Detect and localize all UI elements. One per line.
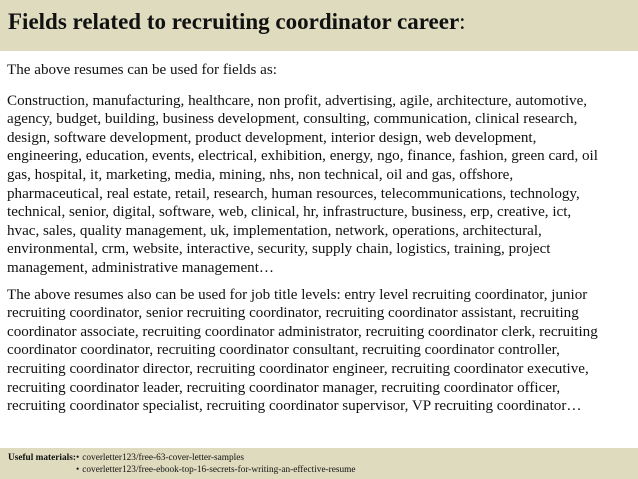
fields-line: pharmaceutical, real estate, retail, research, human resources, telecommunications, technology, <box>7 185 580 202</box>
fields-line: hvac, sales, quality management, uk, implementation, network, operations, architectural, <box>7 222 542 239</box>
footer-indent <box>8 464 76 476</box>
job-levels-line: coordinator coordinator, recruiting coordinator consultant, recruiting coordinator controller, <box>7 342 560 359</box>
intro-text: The above resumes can be used for fields as: <box>7 62 277 78</box>
job-levels-line: coordinator associate, recruiting coordinator administrator, recruiting coordinator clerk, recruiting <box>7 323 598 340</box>
bullet-icon: • <box>76 465 80 475</box>
fields-paragraph <box>7 92 633 278</box>
footer-bar <box>0 448 638 479</box>
job-levels-paragraph <box>7 286 633 416</box>
fields-line: gas, hospital, it, marketing, media, mining, nhs, non technical, oil and gas, offshore, <box>7 166 514 183</box>
job-levels-line: The above resumes also can be used for job title levels: entry level recruiting coordinator, junior <box>7 286 588 303</box>
fields-line: Construction, manufacturing, healthcare, non profit, advertising, agile, architecture, automotive, <box>7 92 588 109</box>
content-body <box>7 61 633 424</box>
footer-label-text: Useful materials <box>8 453 73 463</box>
footer-row <box>8 464 638 476</box>
footer-row <box>8 452 638 464</box>
fields-line: agency, budget, building, business development, consulting, communication, clinical research, <box>7 111 578 128</box>
fields-line: technical, senior, digital, software, web, clinical, hr, infrastructure, business, erp, creative, ict, <box>7 204 572 221</box>
fields-line: management, administrative management… <box>7 259 274 276</box>
footer-label-colon: : <box>72 453 76 463</box>
footer-link[interactable]: coverletter123/free-63-cover-letter-samples <box>82 453 244 463</box>
fields-line: environmental, crm, website, interactive, security, supply chain, logistics, training, project <box>7 241 551 258</box>
fields-line: engineering, education, events, electrical, exhibition, energy, ngo, finance, fashion, green card, oil <box>7 148 598 165</box>
job-levels-line: recruiting coordinator specialist, recruiting coordinator supervisor, VP recruiting coordinator… <box>7 398 582 415</box>
fields-line: design, software development, product development, interior design, web development, <box>7 129 537 146</box>
job-levels-line: recruiting coordinator director, recruiting coordinator engineer, recruiting coordinator executive, <box>7 360 589 377</box>
title-bar <box>0 0 638 51</box>
job-levels-line: recruiting coordinator leader, recruiting coordinator manager, recruiting coordinator officer, <box>7 379 561 396</box>
page-title-colon: : <box>459 9 466 34</box>
page-title <box>8 9 638 35</box>
job-levels-line: recruiting coordinator, senior recruiting coordinator, recruiting coordinator assistant, recruiting <box>7 305 579 322</box>
bullet-icon: • <box>76 453 80 463</box>
footer-link[interactable]: coverletter123/free-ebook-top-16-secrets-for-writing-an-effective-resume <box>82 465 356 475</box>
page-title-text: Fields related to recruiting coordinator career <box>8 9 460 34</box>
footer-label <box>8 452 76 464</box>
